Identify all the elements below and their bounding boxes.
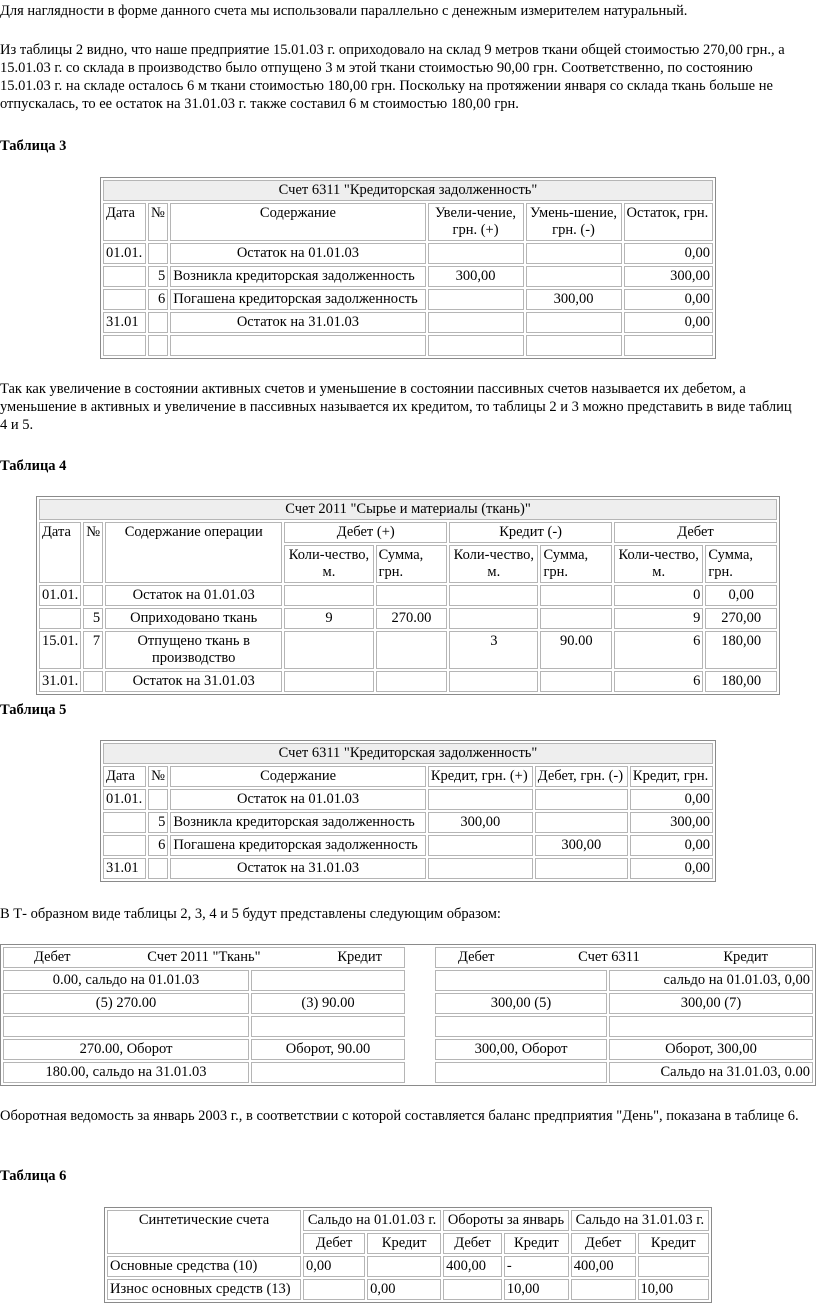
cell-content: Возникла кредиторская задолженность	[170, 812, 426, 833]
header-date: Дата	[103, 766, 146, 787]
cell-balance-qty: 9	[614, 608, 703, 629]
cell-credit-qty	[449, 585, 538, 606]
table-row	[107, 1256, 709, 1277]
cell-date: 31.01	[103, 312, 146, 333]
cell-balance: 0,00	[624, 243, 713, 264]
t-right-credit-cell: сальдо на 01.01.03, 0,00	[609, 970, 813, 991]
cell-number	[83, 671, 103, 692]
t-left-credit: Кредит	[337, 949, 382, 965]
header-credit: Кредит (-)	[449, 522, 612, 543]
t-left-debit-cell: 0.00, сальдо на 01.01.03	[3, 970, 249, 991]
cell-credit: 300,00	[428, 812, 533, 833]
t-right-debit-cell	[435, 970, 607, 991]
cell-date	[103, 812, 146, 833]
turnover-paragraph: Оборотная ведомость за январь 2003 г., в соответствии с которой составляется баланс предприятия "День", показана в таблице 6.	[0, 1108, 799, 1124]
cell-date: 31.01.	[39, 671, 81, 692]
cell-decrease	[526, 312, 622, 333]
t-right-debit-cell	[435, 1062, 607, 1083]
cell-balance-sum: 180,00	[705, 671, 777, 692]
cell-balance-sum: 0,00	[705, 585, 777, 606]
cell-close-credit	[638, 1256, 710, 1277]
header-turnover: Обороты за январь	[443, 1210, 569, 1231]
cell-content: Оприходовано ткань	[105, 608, 282, 629]
header-balance: Кредит, грн.	[630, 766, 713, 787]
table-row	[103, 789, 713, 810]
cell-credit-qty	[449, 608, 538, 629]
cell-number: 6	[148, 289, 168, 310]
table3	[100, 177, 716, 359]
header-opening-balance: Сальдо на 01.01.03 г.	[303, 1210, 441, 1231]
table5-title: Счет 6311 "Кредиторская задолженность"	[103, 743, 713, 764]
cell-decrease	[526, 266, 622, 287]
explanation-paragraph: Из таблицы 2 видно, что наше предприятие 15.01.03 г. оприходовало на склад 9 метров ткани общей стоимостью 270,00 грн., а 15.01.03 г. со склада в производство было отпущено 3 м этой ткани стоимостью 90,00 грн. Соответственно, по состоянию 15.01.03 г. на складе осталось 6 м ткани стоимостью 180,00 грн. Поскольку на протяжении января со склада ткань больше не отпускалась, то ее остаток на 31.01.03 г. также составил 6 м стоимостью 180,00 грн.	[0, 42, 785, 112]
cell-debit-sum	[376, 585, 448, 606]
table4	[36, 496, 780, 695]
cell-number: 6	[148, 835, 168, 856]
cell-increase	[428, 243, 524, 264]
cell-increase	[428, 289, 524, 310]
cell-content: Остаток на 01.01.03	[105, 585, 282, 606]
cell-number	[148, 858, 168, 879]
cell-turn-debit: 400,00	[443, 1256, 502, 1277]
header-balance: Дебет	[614, 522, 777, 543]
header-credit: Кредит	[504, 1233, 569, 1254]
cell-content: Остаток на 31.01.03	[170, 858, 426, 879]
header-balance: Остаток, грн.	[624, 203, 713, 241]
header-increase: Увели-чение, грн. (+)	[428, 203, 524, 241]
cell-debit-sum	[376, 671, 448, 692]
header-number: №	[148, 203, 168, 241]
cell-balance: 300,00	[624, 266, 713, 287]
cell-open-credit	[367, 1256, 441, 1277]
cell-date: 15.01.	[39, 631, 81, 669]
cell-number	[148, 243, 168, 264]
cell-debit-qty	[284, 631, 373, 669]
cell-open-credit: 0,00	[367, 1279, 441, 1300]
t-form-paragraph: В Т- образном виде таблицы 2, 3, 4 и 5 будут представлены следующим образом:	[0, 906, 501, 922]
cell-balance: 0,00	[624, 312, 713, 333]
t-right-credit-cell: Сальдо на 31.01.03, 0.00	[609, 1062, 813, 1083]
cell-account: Основные средства (10)	[107, 1256, 301, 1277]
table5	[100, 740, 716, 882]
table-row	[103, 289, 713, 310]
header-credit: Кредит	[367, 1233, 441, 1254]
cell-open-debit: 0,00	[303, 1256, 365, 1277]
header-date: Дата	[103, 203, 146, 241]
cell-date: 31.01	[103, 858, 146, 879]
header-quantity: Коли-чество, м.	[614, 545, 703, 583]
t-right-debit-cell: 300,00 (5)	[435, 993, 607, 1014]
debit-credit-paragraph: Так как увеличение в состоянии активных счетов и уменьшение в состоянии пассивных счетов называется их дебетом, а уменьшение в активных и увеличение в пассивных называется их кредитом, то таблицы 2 и 3 можно представить в виде таблиц 4 и 5.	[0, 381, 792, 433]
header-debit: Дебет	[443, 1233, 502, 1254]
t-left-credit-cell: Оборот, 90.00	[251, 1039, 405, 1060]
table6	[104, 1207, 712, 1303]
cell-turn-credit: -	[504, 1256, 569, 1277]
cell-debit-qty	[284, 671, 373, 692]
table-row	[103, 243, 713, 264]
t-left-header	[3, 947, 405, 968]
t-right-debit: Дебет	[458, 949, 495, 965]
cell-open-debit	[303, 1279, 365, 1300]
header-quantity: Коли-чество, м.	[284, 545, 373, 583]
table-row	[39, 585, 777, 606]
table4-title: Счет 2011 "Сырье и материалы (ткань)"	[39, 499, 777, 520]
cell-balance: 300,00	[630, 812, 713, 833]
cell-close-debit: 400,00	[571, 1256, 636, 1277]
cell-balance-qty: 6	[614, 671, 703, 692]
intro-paragraph: Для наглядности в форме данного счета мы использовали параллельно с денежным измерителем натуральный.	[0, 3, 688, 19]
cell-date	[39, 608, 81, 629]
table-row	[103, 835, 713, 856]
t-right-credit-cell: 300,00 (7)	[609, 993, 813, 1014]
cell-account: Износ основных средств (13)	[107, 1279, 301, 1300]
cell-turn-credit: 10,00	[504, 1279, 569, 1300]
header-content: Содержание	[170, 203, 425, 241]
empty-row	[103, 335, 713, 356]
header-sum: Сумма, грн.	[376, 545, 448, 583]
cell-credit-qty: 3	[449, 631, 538, 669]
cell-debit	[535, 812, 628, 833]
t-left-debit-cell: 270.00, Оборот	[3, 1039, 249, 1060]
cell-balance: 0,00	[630, 835, 713, 856]
cell-content: Остаток на 01.01.03	[170, 243, 425, 264]
cell-content: Отпущено ткань в производство	[105, 631, 282, 669]
cell-debit	[535, 858, 628, 879]
table-row	[39, 631, 777, 669]
header-debit: Дебет	[571, 1233, 636, 1254]
table3-title: Счет 6311 "Кредиторская задолженность"	[103, 180, 713, 201]
t-right-title: Счет 6311	[578, 949, 640, 965]
cell-content: Погашена кредиторская задолженность	[170, 835, 426, 856]
cell-credit	[428, 789, 533, 810]
cell-balance-sum: 270,00	[705, 608, 777, 629]
t-right-credit-cell: Оборот, 300,00	[609, 1039, 813, 1060]
cell-decrease	[526, 243, 622, 264]
header-content: Содержание	[170, 766, 426, 787]
table-row	[103, 312, 713, 333]
cell-balance: 0,00	[630, 789, 713, 810]
cell-number	[148, 789, 168, 810]
table-row	[39, 608, 777, 629]
cell-close-debit	[571, 1279, 636, 1300]
table-row	[103, 812, 713, 833]
cell-content: Погашена кредиторская задолженность	[170, 289, 425, 310]
cell-number: 5	[83, 608, 103, 629]
t-accounts-table	[0, 944, 816, 1086]
t-left-debit-cell: 180.00, сальдо на 31.01.03	[3, 1062, 249, 1083]
cell-balance: 0,00	[624, 289, 713, 310]
table-row	[103, 858, 713, 879]
cell-close-credit: 10,00	[638, 1279, 710, 1300]
header-credit: Кредит	[638, 1233, 710, 1254]
header-content: Содержание операции	[105, 522, 282, 583]
cell-debit	[535, 789, 628, 810]
cell-number	[83, 585, 103, 606]
cell-date: 01.01.	[103, 789, 146, 810]
header-decrease: Умень-шение, грн. (-)	[526, 203, 622, 241]
cell-increase: 300,00	[428, 266, 524, 287]
cell-credit	[428, 835, 533, 856]
cell-debit: 300,00	[535, 835, 628, 856]
cell-content: Остаток на 01.01.03	[170, 789, 426, 810]
cell-credit-qty	[449, 671, 538, 692]
table4-heading: Таблица 4	[0, 458, 67, 474]
header-quantity: Коли-чество, м.	[449, 545, 538, 583]
header-debit: Дебет	[303, 1233, 365, 1254]
cell-date: 01.01.	[103, 243, 146, 264]
cell-number: 5	[148, 812, 168, 833]
header-date: Дата	[39, 522, 81, 583]
cell-content: Возникла кредиторская задолженность	[170, 266, 425, 287]
cell-date	[103, 835, 146, 856]
table3-heading: Таблица 3	[0, 138, 67, 154]
cell-turn-debit	[443, 1279, 502, 1300]
cell-balance: 0,00	[630, 858, 713, 879]
table6-heading: Таблица 6	[0, 1168, 67, 1184]
table-row	[107, 1279, 709, 1300]
header-sum: Сумма, грн.	[705, 545, 777, 583]
cell-debit-sum	[376, 631, 448, 669]
t-right-debit-cell: 300,00, Оборот	[435, 1039, 607, 1060]
header-debit: Дебет, грн. (-)	[535, 766, 628, 787]
cell-number: 7	[83, 631, 103, 669]
header-number: №	[148, 766, 168, 787]
header-credit: Кредит, грн. (+)	[428, 766, 533, 787]
cell-content: Остаток на 31.01.03	[105, 671, 282, 692]
header-accounts: Синтетические счета	[107, 1210, 301, 1254]
cell-credit-sum	[540, 608, 612, 629]
cell-date	[103, 266, 146, 287]
cell-balance-qty: 6	[614, 631, 703, 669]
table5-heading: Таблица 5	[0, 702, 67, 718]
cell-date: 01.01.	[39, 585, 81, 606]
t-right-credit: Кредит	[723, 949, 768, 965]
cell-credit-sum	[540, 585, 612, 606]
cell-increase	[428, 312, 524, 333]
header-debit: Дебет (+)	[284, 522, 447, 543]
header-closing-balance: Сальдо на 31.01.03 г.	[571, 1210, 709, 1231]
cell-balance-sum: 180,00	[705, 631, 777, 669]
cell-date	[103, 289, 146, 310]
t-left-credit-cell	[251, 1062, 405, 1083]
cell-number: 5	[148, 266, 168, 287]
t-left-debit-cell: (5) 270.00	[3, 993, 249, 1014]
cell-debit-qty: 9	[284, 608, 373, 629]
header-sum: Сумма, грн.	[540, 545, 612, 583]
cell-debit-sum: 270.00	[376, 608, 448, 629]
cell-debit-qty	[284, 585, 373, 606]
cell-credit	[428, 858, 533, 879]
cell-decrease: 300,00	[526, 289, 622, 310]
t-left-title: Счет 2011 "Ткань"	[147, 949, 261, 965]
cell-balance-qty: 0	[614, 585, 703, 606]
table-row	[103, 266, 713, 287]
cell-credit-sum	[540, 671, 612, 692]
t-left-debit: Дебет	[34, 949, 71, 965]
cell-number	[148, 312, 168, 333]
cell-credit-sum: 90.00	[540, 631, 612, 669]
t-right-header	[435, 947, 813, 968]
header-number: №	[83, 522, 103, 583]
table-row	[39, 671, 777, 692]
t-left-credit-cell: (3) 90.00	[251, 993, 405, 1014]
cell-content: Остаток на 31.01.03	[170, 312, 425, 333]
t-left-credit-cell	[251, 970, 405, 991]
